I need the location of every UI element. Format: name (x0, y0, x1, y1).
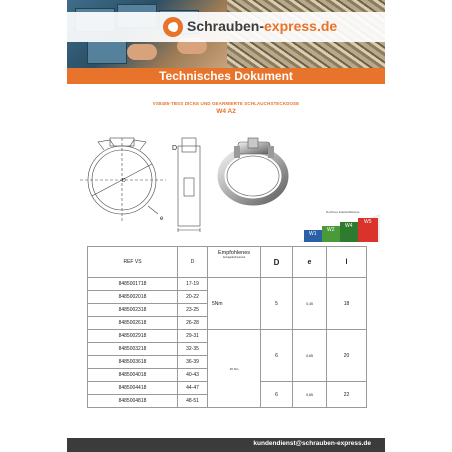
brand-domain: express.de (264, 18, 338, 34)
e-cell: 0,45 (293, 278, 327, 330)
diameter-cell: 48-51 (178, 395, 208, 408)
grade-label-w4: W4 (345, 223, 353, 229)
product-subtitle: VS8485-TBSS DICKE UND GEARMIERTE SCHLAUCHSTECKDOSE (152, 101, 300, 106)
l-cell: 22 (327, 382, 367, 408)
product-material: W4 A2 (216, 108, 236, 115)
e-cell: 0,65 (293, 330, 327, 382)
table-header-row (88, 247, 367, 278)
diameter-cell: 23-25 (178, 304, 208, 317)
stainless-grade-chart (296, 206, 382, 246)
ref-cell: 8485001718 (88, 278, 178, 291)
diameter-cell: 40-43 (178, 369, 208, 382)
table-row (88, 330, 367, 343)
grade-label-w5: W5 (364, 219, 372, 225)
ref-cell: 8485004418 (88, 382, 178, 395)
grade-label-w1: W1 (309, 231, 317, 237)
page-title: Technisches Dokument (159, 69, 293, 83)
ref-cell: 8485003218 (88, 343, 178, 356)
grade-label-w2: W2 (327, 227, 335, 233)
ref-cell: 8485002018 (88, 291, 178, 304)
dim-label-e: e (160, 216, 164, 222)
ref-cell: 8485002318 (88, 304, 178, 317)
ref-cell: 8485002618 (88, 317, 178, 330)
torque-header-label: Empfohlenes (217, 250, 251, 256)
diameter-cell: 29-31 (178, 330, 208, 343)
D-cell: 5 (261, 278, 293, 330)
ref-cell: 8485004818 (88, 395, 178, 408)
col-header-D: D (261, 247, 293, 278)
technical-drawing (74, 134, 214, 246)
col-header-torque (208, 247, 261, 278)
table-row (88, 278, 367, 291)
diameter-cell: 17-19 (178, 278, 208, 291)
grade-chart-header: Rostfreie Edelstahlklasse (326, 210, 360, 214)
e-cell: 0,65 (293, 382, 327, 408)
logo (67, 12, 385, 42)
diameter-cell: 20-22 (178, 291, 208, 304)
diameter-cell: 26-28 (178, 317, 208, 330)
l-cell: 20 (327, 330, 367, 382)
diameter-cell: 36-39 (178, 356, 208, 369)
support-email-link[interactable]: kundendienst@schrauben-express.de (253, 440, 371, 447)
spec-table (87, 246, 367, 408)
dim-label-D: D (122, 178, 126, 184)
ref-cell: 8485002918 (88, 330, 178, 343)
col-header-ref: REF VS (88, 247, 178, 278)
diameter-cell: 32-35 (178, 343, 208, 356)
header-banner (67, 0, 385, 68)
diameter-cell: 44-47 (178, 382, 208, 395)
clamp-photo (216, 136, 290, 206)
col-header-d: D (178, 247, 208, 278)
torque-header-sublabel: Anzugsdrehmoment (222, 256, 246, 259)
footer (67, 438, 385, 452)
col-header-l: l (327, 247, 367, 278)
brand-name: Schrauben- (187, 18, 265, 34)
D-cell: 6 (261, 382, 293, 408)
col-header-e: e (293, 247, 327, 278)
torque-cell: 15 Nm (208, 330, 261, 408)
torque-cell: 5Nm (208, 278, 261, 330)
logo-icon (163, 17, 183, 37)
D-cell: 6 (261, 330, 293, 382)
l-cell: 18 (327, 278, 367, 330)
ref-cell: 8485003618 (88, 356, 178, 369)
dim-label-D-side: D (172, 145, 178, 152)
ref-cell: 8485004018 (88, 369, 178, 382)
title-bar (67, 68, 385, 84)
